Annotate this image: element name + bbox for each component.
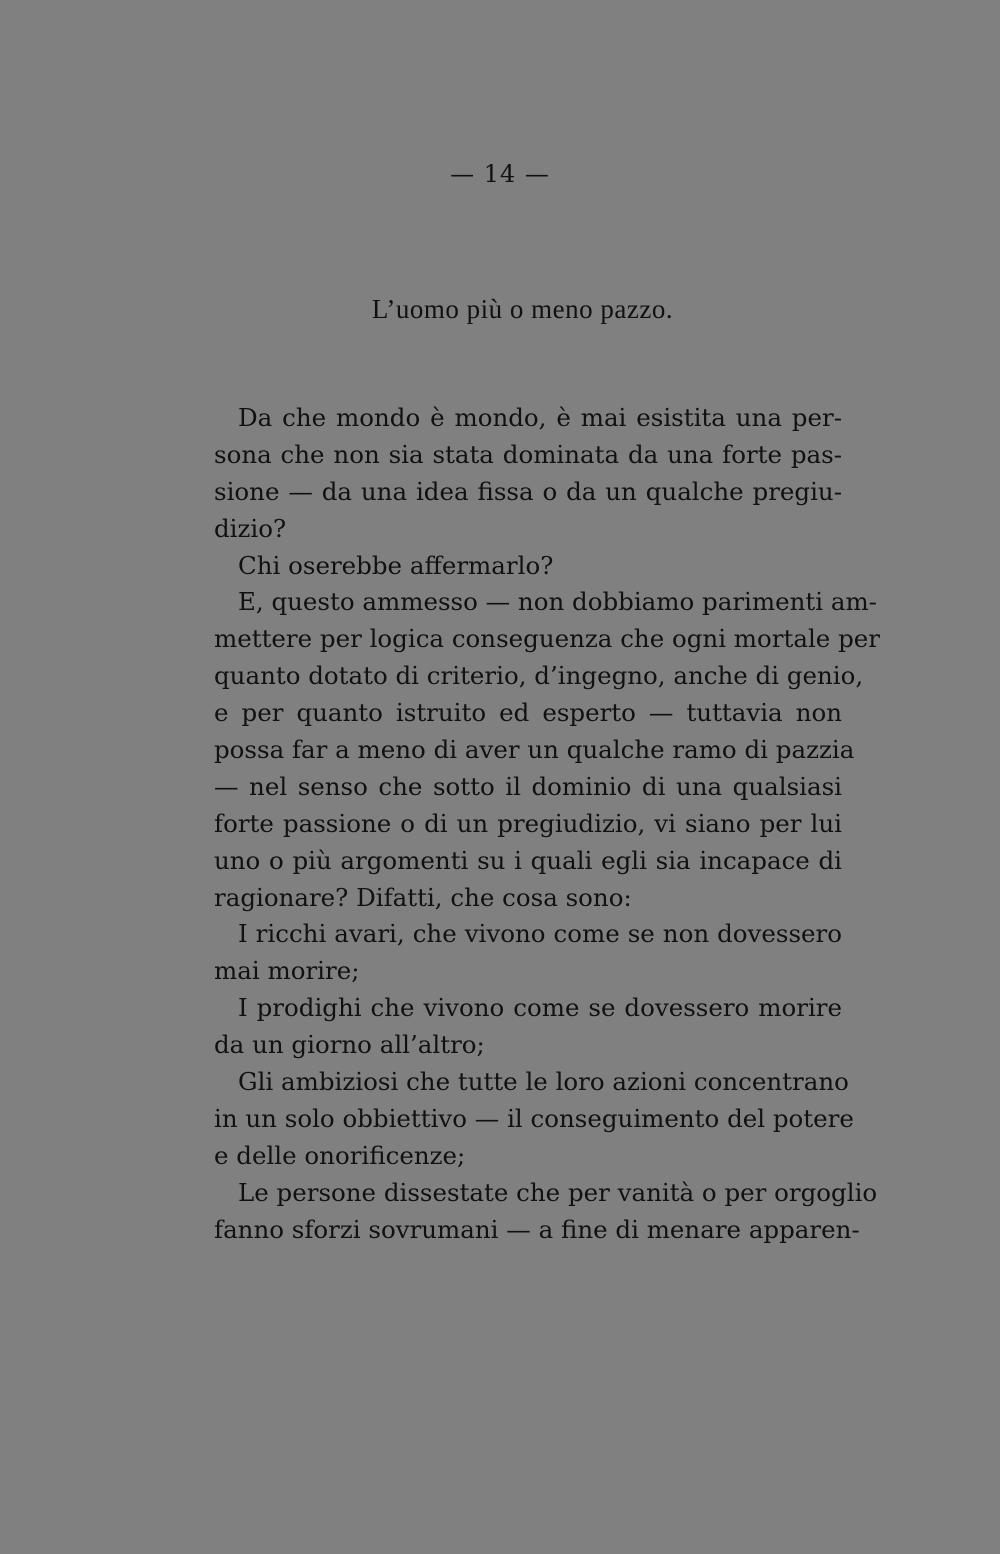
text-line: E, questo ammesso — non dobbiamo parimenti am- bbox=[238, 587, 877, 617]
text-line: e per quanto istruito ed esperto — tuttavia non bbox=[214, 698, 842, 728]
text-line: quanto dotato di criterio, d’ingegno, anche di genio, bbox=[214, 661, 864, 691]
text-line: possa far a meno di aver un qualche ramo di pazzia bbox=[214, 735, 855, 765]
text-line: sona che non sia stata dominata da una forte pas- bbox=[214, 439, 842, 469]
chapter-title: L’uomo più o meno pazzo. bbox=[371, 294, 674, 324]
text-line: mettere per logica conseguenza che ogni mortale per bbox=[214, 624, 880, 654]
text-line: sione — da una idea fissa o da un qualche pregiu- bbox=[214, 476, 842, 506]
text-line: uno o più argomenti su i quali egli sia incapace di bbox=[214, 845, 842, 875]
text-line: Le persone dissestate che per vanità o per orgoglio bbox=[238, 1177, 878, 1207]
body-text bbox=[214, 400, 880, 1248]
text-line: fanno sforzi sovrumani — a fine di menare apparen- bbox=[214, 1214, 860, 1244]
text-line: — nel senso che sotto il dominio di una qualsiasi bbox=[214, 771, 842, 801]
text-line: forte passione o di un pregiudizio, vi siano per lui bbox=[214, 808, 842, 838]
text-line: Da che mondo è mondo, è mai esistita una per- bbox=[238, 403, 842, 432]
text-line: da un giorno all’altro; bbox=[214, 1030, 485, 1060]
text-line: Gli ambiziosi che tutte le loro azioni concentrano bbox=[238, 1067, 849, 1097]
text-line: mai morire; bbox=[214, 956, 360, 986]
text-line: ragionare? Difatti, che cosa sono: bbox=[214, 882, 632, 912]
text-line: in un solo obbiettivo — il conseguimento del potere bbox=[214, 1103, 854, 1133]
text-line: Chi oserebbe affermarlo? bbox=[238, 550, 554, 580]
text-line: dizio? bbox=[214, 513, 287, 543]
text-line: e delle onorificenze; bbox=[214, 1140, 466, 1170]
text-line: I ricchi avari, che vivono come se non dovessero bbox=[238, 919, 842, 949]
page-number: — 14 — bbox=[450, 160, 550, 188]
text-line: I prodighi che vivono come se dovessero morire bbox=[238, 993, 842, 1023]
